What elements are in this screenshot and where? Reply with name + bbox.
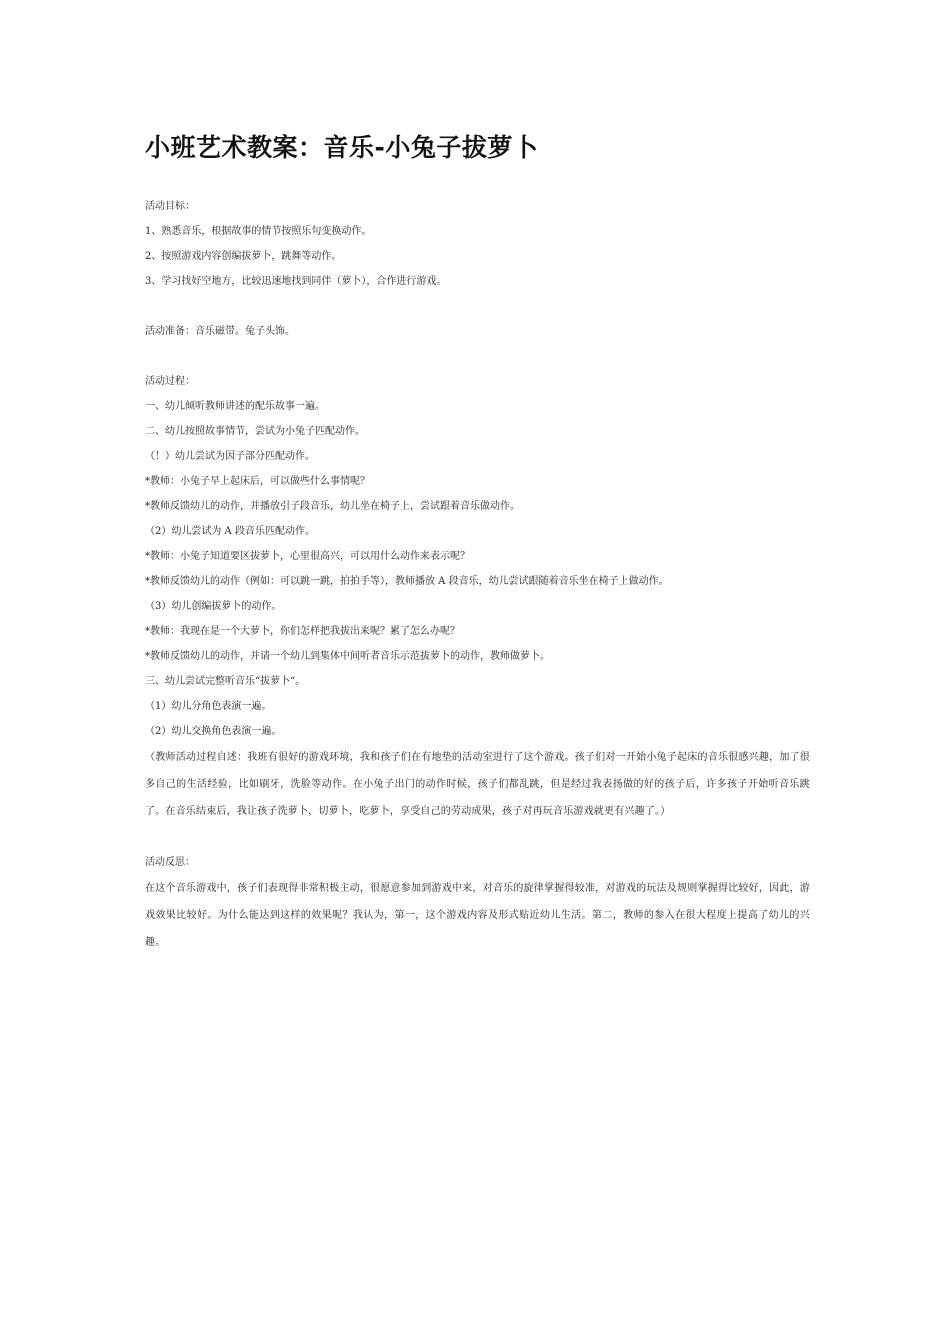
process-section [145,369,810,825]
process-line: *教师：小兔子知道要区拔萝卜，心里很高兴，可以用什么动作来表示呢？ [145,551,470,562]
objectives-section [145,194,810,294]
process-line: （1）幼儿分角色表演一遍。 [145,701,272,712]
reflection-heading: 活动反思： [145,857,195,868]
section-spacer [145,825,810,850]
process-line: （2）幼儿交换角色表演一遍。 [145,726,282,737]
process-line: 一、幼儿倾听教师讲述的配乐故事一遍。 [145,401,325,412]
reflection-section [145,850,810,956]
teacher-note-paragraph: （教师活动过程自述：我班有很好的游戏环境，我和孩子们在有地垫的活动室进行了这个游戏。孩子们对一开始小兔子起床的音乐很感兴趣，加了很多自己的生活经验，比如刷牙，洗脸等动作。在小兔子出门的动作时候，孩子们都乱跳，但是经过我表扬做的好的孩子后，许多孩子开始听音乐跳了。在音乐结束后，我让孩子洗萝卜，切萝卜，吃萝卜，享受自己的劳动成果，孩子对再玩音乐游戏就更有兴趣了。） [145,752,810,817]
process-line: （！）幼儿尝试为因子部分匹配动作。 [145,451,315,462]
process-line: 二、幼儿按照故事情节，尝试为小兔子匹配动作。 [145,426,365,437]
process-line: *教师反馈幼儿的动作，并请一个幼儿到集体中间听者音乐示范拔萝卜的动作，教师做萝卜。 [145,651,550,662]
process-line: （3）幼儿创编拔萝卜的动作。 [145,601,282,612]
process-line: （2）幼儿尝试为 A 段音乐匹配动作。 [145,526,315,537]
objective-item: 3、学习找好空地方，比较迅速地找到同伴（萝卜），合作进行游戏。 [145,276,447,287]
objective-item: 2、按照游戏内容创编拔萝卜，跳舞等动作。 [145,251,342,262]
process-line: *教师反馈幼儿的动作，并播放引子段音乐，幼儿坐在椅子上，尝试跟着音乐做动作。 [145,501,520,512]
process-line: *教师：我现在是一个大萝卜，你们怎样把我拔出来呢？累了怎么办呢？ [145,626,460,637]
process-heading: 活动过程： [145,376,195,387]
process-line: 三、幼儿尝试完整听音乐“拔萝卜“。 [145,676,306,687]
process-line: *教师反馈幼儿的动作（例如：可以跳一跳，拍拍手等），教师播放 A 段音乐，幼儿尝试跟随着音乐坐在椅子上做动作。 [145,576,669,587]
reflection-paragraph: 在这个音乐游戏中，孩子们表现得非常积极主动，很愿意参加到游戏中来，对音乐的旋律掌握得较准，对游戏的玩法及规则掌握得比较好，因此，游戏效果比较好。为什么能达到这样的效果呢？我认为，第一，这个游戏内容及形式贴近幼儿生活。第二，教师的参入在很大程度上提高了幼儿的兴趣。 [145,883,810,948]
section-spacer [145,294,810,319]
document-title: 小班艺术教案：音乐-小兔子拔萝卜 [145,133,539,162]
process-line: *教师：小兔子早上起床后，可以做些什么事情呢？ [145,476,370,487]
preparation-line: 活动准备：音乐磁带。兔子头饰。 [145,326,295,337]
objective-item: 1、熟悉音乐，根据故事的情节按照乐句变换动作。 [145,226,372,237]
document-page [145,128,810,956]
objectives-heading: 活动目标： [145,201,195,212]
section-spacer [145,344,810,369]
